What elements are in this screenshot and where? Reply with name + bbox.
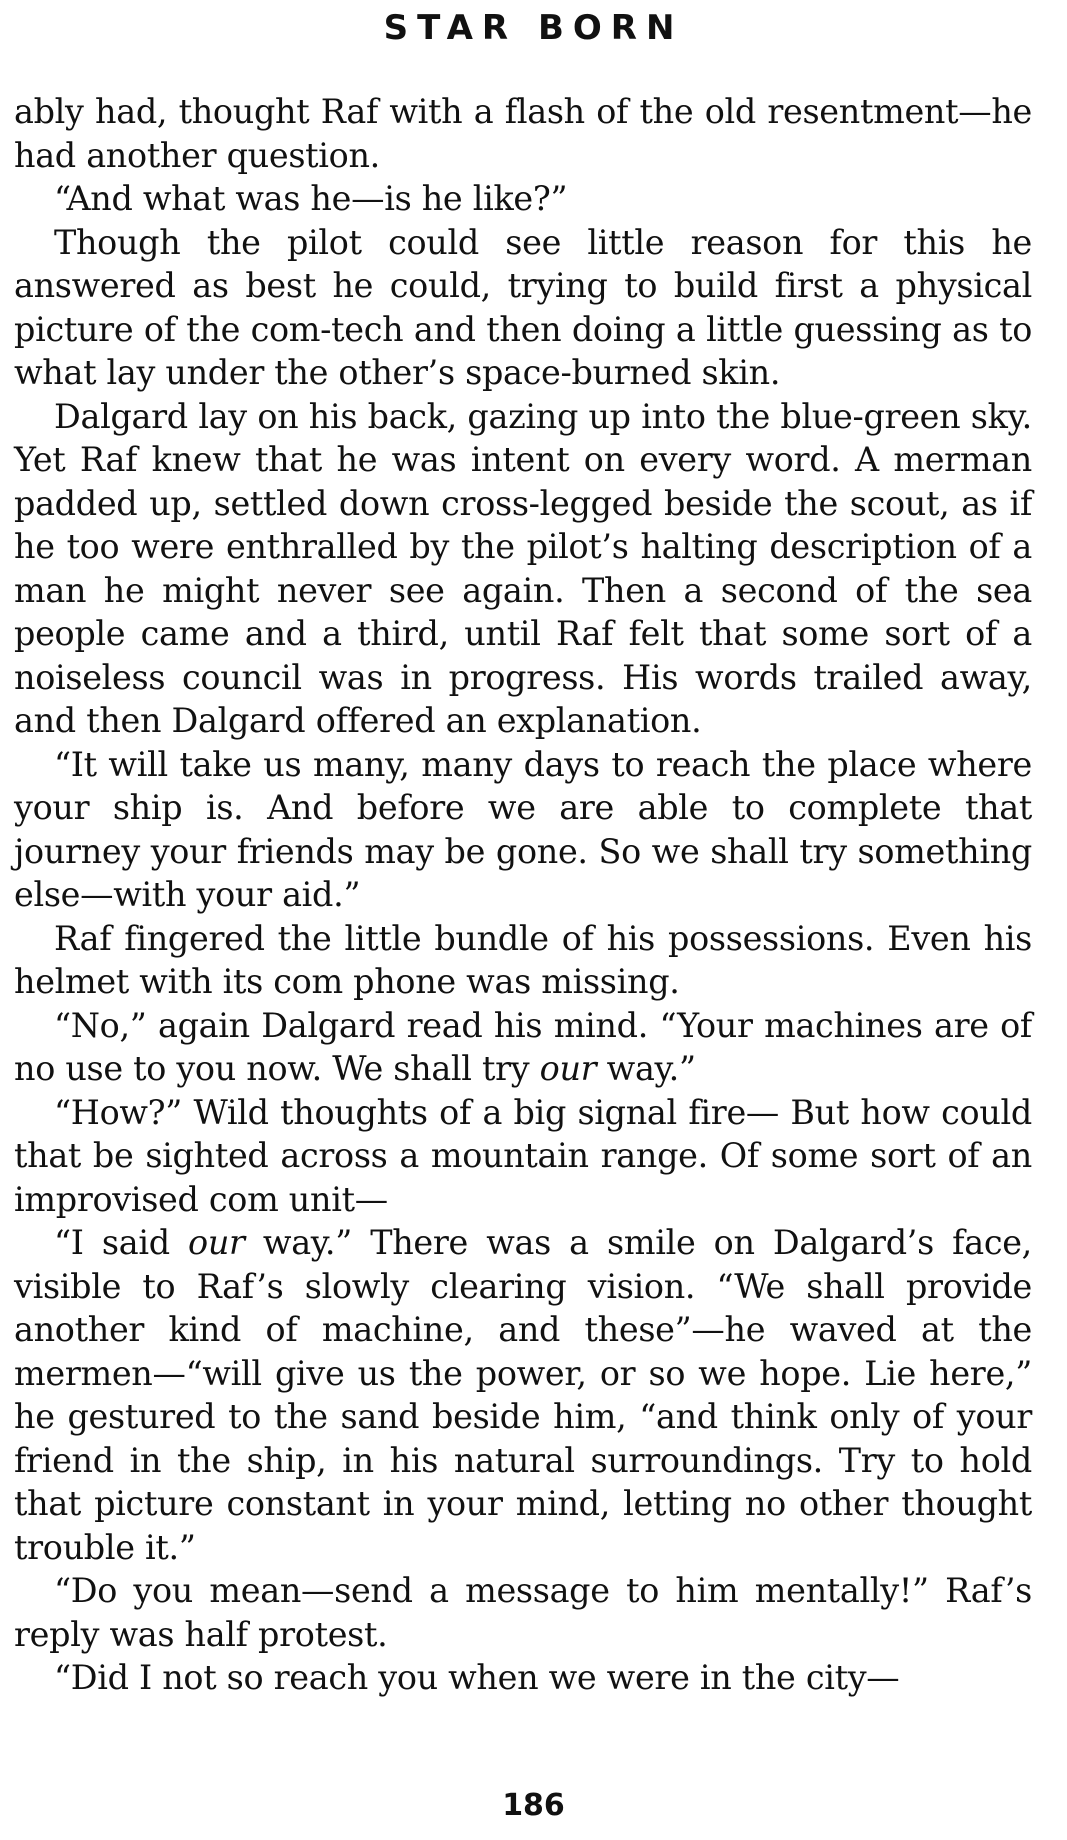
paragraph — [14, 221, 1032, 395]
text-run: ably had, thought Raf with a flash of the old resentment—he had another question. — [14, 92, 1032, 175]
italic-run: our — [539, 1049, 597, 1088]
italic-run: our — [188, 1223, 245, 1262]
page-number: 186 — [502, 1788, 565, 1823]
paragraph — [14, 1221, 1032, 1569]
paragraph — [14, 1091, 1032, 1222]
paragraph — [14, 1569, 1032, 1656]
text-run: “Did I not so reach you when we were in the city— — [54, 1658, 900, 1697]
paragraph — [14, 917, 1032, 1004]
text-run: “It will take us many, many days to reach the place where your ship is. And before we are able to complete that journey your friends may be gone. So we shall try something else—with your aid.” — [14, 744, 1032, 914]
paragraph — [14, 1656, 1032, 1700]
running-head-title: STAR BORN — [383, 8, 684, 48]
text-run: “I said — [54, 1223, 189, 1262]
paragraph — [14, 743, 1032, 917]
paragraph — [14, 1004, 1032, 1091]
text-run: Raf fingered the little bundle of his possessions. Even his helmet with its com phone was missing. — [14, 918, 1032, 1001]
paragraph — [14, 177, 1032, 221]
text-run: way.” — [596, 1049, 696, 1088]
text-run: “And what was he—is he like?” — [54, 179, 568, 218]
paragraph — [14, 395, 1032, 743]
text-run: Dalgard lay on his back, gazing up into the blue-green sky. Yet Raf knew that he was intent on every word. A merman padded up, settled down cross-legged beside the scout, as if he too were enthralled by the pilot’s halting description of a man he might never see again. Then a second of the sea people came and a third, until Raf felt that some sort of a noiseless council was in progress. His words trailed away, and then Dalgard offered an explanation. — [14, 396, 1032, 740]
text-run: Though the pilot could see little reason for this he answered as best he could, trying to build first a physical picture of the com-tech and then doing a little guessing as to what lay under the other’s space-burned skin. — [14, 222, 1032, 392]
text-run: way.” There was a smile on Dalgard’s face, visible to Raf’s slowly clearing vision. “We shall provide another kind of machine, and these”—he waved at the mermen—“will give us the power, or so we hope. Lie here,” he gestured to the sand beside him, “and think only of your friend in the ship, in his natural surroundings. Try to hold that picture constant in your mind, letting no other thought trouble it.” — [14, 1223, 1032, 1567]
paragraph — [14, 90, 1032, 177]
text-run: “How?” Wild thoughts of a big signal fire— But how could that be sighted across a mountain range. Of some sort of an improvised com unit— — [14, 1092, 1032, 1219]
text-run: “Do you mean—send a message to him mentally!” Raf’s reply was half protest. — [14, 1571, 1032, 1654]
text-run: “No,” again Dalgard read his mind. “Your machines are of no use to you now. We shall try — [14, 1005, 1032, 1088]
body-text — [14, 90, 1032, 1700]
